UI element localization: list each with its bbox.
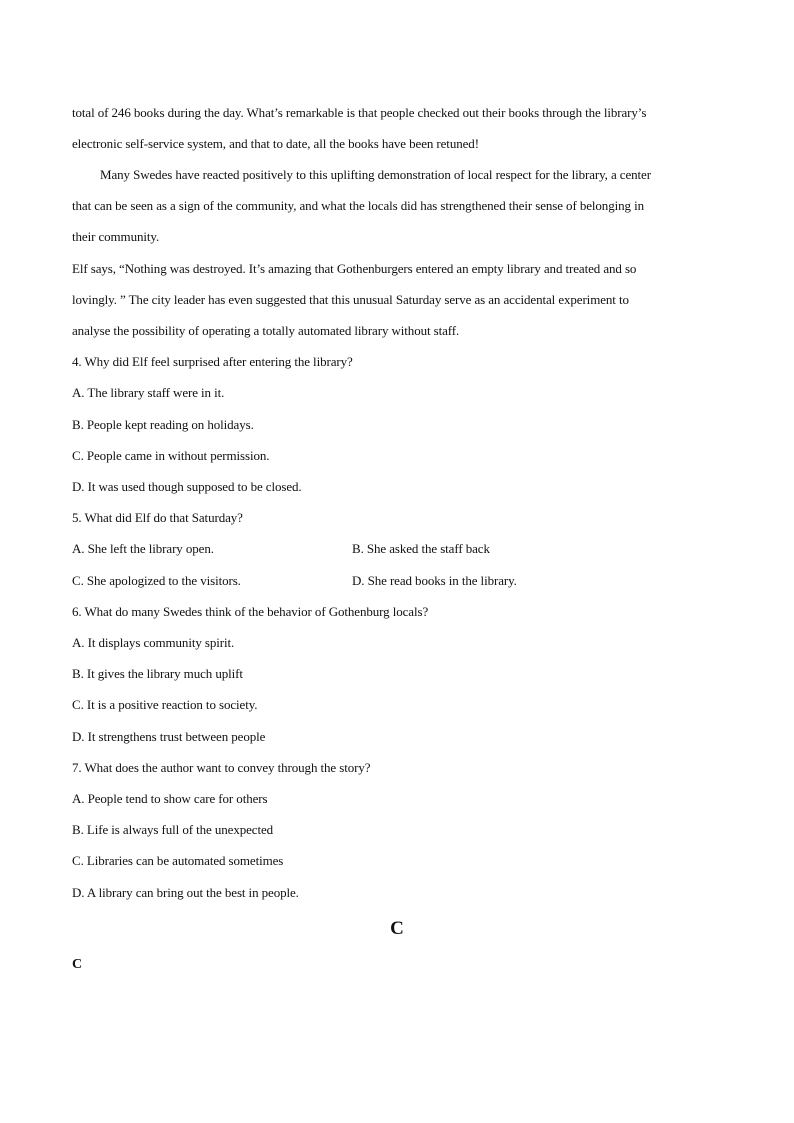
answer-option: A. It displays community spirit. — [72, 635, 235, 650]
question-stem: 6. What do many Swedes think of the behavior of Gothenburg locals? — [72, 604, 429, 619]
answer-option: A. People tend to show care for others — [72, 791, 268, 806]
answer-option: B. It gives the library much uplift — [72, 666, 243, 681]
passage-line: electronic self-service system, and that to date, all the books have been retuned! — [72, 136, 479, 151]
section-subheading: C — [72, 957, 83, 972]
answer-option: A. She left the library open. — [72, 541, 214, 556]
passage-line: Elf says, “Nothing was destroyed. It’s amazing that Gothenburgers entered an empty library and treated and so — [72, 261, 637, 276]
passage-line: that can be seen as a sign of the community, and what the locals did has strengthened their sense of belonging in — [72, 198, 644, 213]
passage-line: their community. — [72, 229, 160, 244]
question-stem: 5. What did Elf do that Saturday? — [72, 510, 243, 525]
answer-option: D. A library can bring out the best in people. — [72, 885, 299, 900]
answer-option: C. People came in without permission. — [72, 448, 270, 463]
question-stem: 4. Why did Elf feel surprised after entering the library? — [72, 354, 353, 369]
answer-option: A. The library staff were in it. — [72, 385, 225, 400]
section-heading: C — [390, 918, 404, 939]
passage-line: Many Swedes have reacted positively to this uplifting demonstration of local respect for the library, a center — [100, 167, 651, 182]
answer-option: D. It strengthens trust between people — [72, 729, 266, 744]
answer-option: C. She apologized to the visitors. — [72, 573, 241, 588]
answer-option: B. People kept reading on holidays. — [72, 417, 254, 432]
answer-option: B. She asked the staff back — [352, 541, 490, 556]
answer-option: C. Libraries can be automated sometimes — [72, 853, 284, 868]
answer-option: B. Life is always full of the unexpected — [72, 822, 274, 837]
answer-option: D. She read books in the library. — [352, 573, 517, 588]
passage-line: analyse the possibility of operating a totally automated library without staff. — [72, 323, 460, 338]
passage-line: total of 246 books during the day. What’s remarkable is that people checked out their books through the library’s — [72, 105, 647, 120]
passage-line: lovingly. ” The city leader has even suggested that this unusual Saturday serve as an accidental experiment to — [72, 292, 629, 307]
answer-option: C. It is a positive reaction to society. — [72, 697, 258, 712]
question-stem: 7. What does the author want to convey through the story? — [72, 760, 371, 775]
answer-option: D. It was used though supposed to be closed. — [72, 479, 302, 494]
